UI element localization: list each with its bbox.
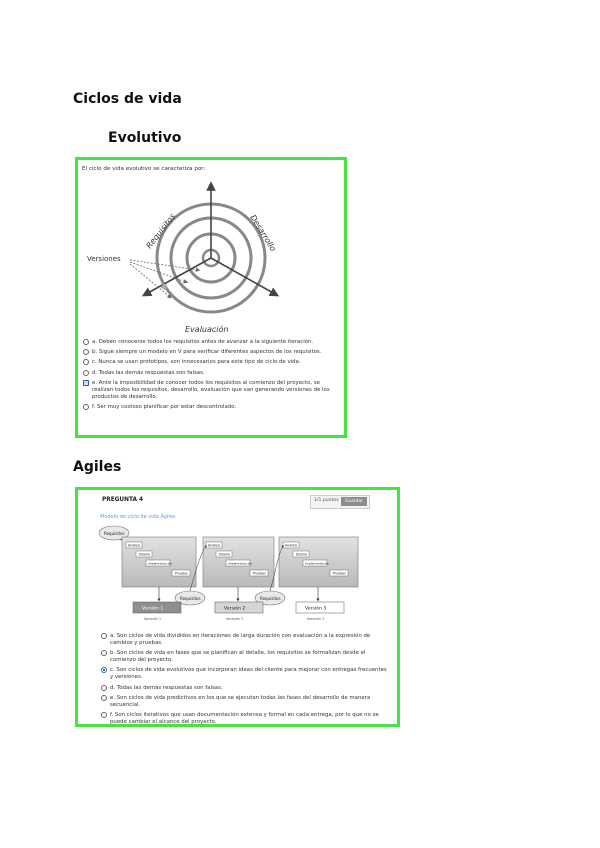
option-e[interactable]: e. Son ciclos de vida predictivos en los que se ejecutan todas las fases del desarrollo de manera secuencial. (101, 695, 391, 709)
step-analisis-1: Análisis (128, 543, 141, 548)
step-pruebas-1: Pruebas (175, 571, 188, 576)
version-2-label: Versión 2 (224, 606, 246, 612)
label-requisitos: Requisitos (144, 212, 178, 251)
option-b[interactable]: b. Sigue siempre un modelo en V para verificar diferentes aspectos de los requisitos. (83, 349, 341, 356)
radio-icon[interactable] (101, 695, 107, 701)
save-button[interactable]: Guardar (341, 497, 367, 506)
radio-selected-icon[interactable] (101, 667, 107, 673)
cloud-requisitos-label-2: Requisitos (180, 596, 201, 601)
option-d[interactable]: d. Todas las demás respuestas son falsas. (83, 370, 341, 377)
option-c[interactable]: c. Nunca se usan prototipos, son innecesarios para este tipo de ciclo de vida. (83, 359, 341, 366)
option-e[interactable]: e. Ante la imposibilidad de conocer todos los requisitos al comienzo del proyecto, se realizan todos los requisitos, desarrollo, evaluación que van generando versiones de los productos de desarrollo. (83, 380, 341, 401)
step-implementacion-3: Implementación (305, 561, 330, 566)
question-number: PREGUNTA 4 (102, 497, 144, 503)
section-heading-ciclos: Ciclos de vida (73, 91, 182, 107)
option-d[interactable]: d. Todas las demás respuestas son falsas. (101, 685, 391, 692)
step-implementacion-2: Implementación (228, 561, 253, 566)
radio-icon[interactable] (83, 370, 89, 376)
option-a[interactable]: a. Son ciclos de vida divididos en iteraciones de larga duración con evaluación a la expresión de cambios y pruebas. (101, 633, 391, 647)
step-diseno-3: Diseño (296, 552, 307, 557)
options-list (83, 339, 341, 414)
iteration-2-box (203, 537, 274, 587)
label-versiones: Versiones (87, 255, 121, 263)
version-1-label: Versión 1 (142, 606, 164, 612)
step-pruebas-3: Pruebas (333, 571, 346, 576)
iteration-3-caption: Iteración 3 (307, 617, 325, 621)
option-f[interactable]: f. Ser muy costoso planificar por estar descontrolado. (83, 404, 341, 411)
version-3-label: Versión 3 (305, 606, 327, 612)
radio-icon[interactable] (101, 633, 107, 639)
iteration-2-caption: Iteración 2 (226, 617, 244, 621)
spiral-diagram (78, 172, 344, 352)
options-list (101, 633, 391, 727)
iteration-3-box (279, 537, 358, 587)
step-analisis-2: Análisis (208, 543, 221, 548)
radio-icon[interactable] (101, 650, 107, 656)
step-diseno-1: Diseño (139, 552, 150, 557)
radio-icon[interactable] (101, 712, 107, 718)
question-header (78, 490, 397, 512)
step-pruebas-2: Pruebas (253, 571, 266, 576)
cloud-requisitos-label-3: Requisitos (260, 596, 281, 601)
agile-iterations-diagram (78, 520, 397, 632)
axis-arrows (146, 186, 278, 294)
iteration-1-box (122, 537, 196, 587)
question-prompt: El ciclo de vida evolutivo se caracteriza por: (82, 166, 206, 172)
option-c[interactable]: c. Son ciclos de vida evolutivos que incorporan ideas del cliente para mejorar con entregas frecuentes y versiones. (101, 667, 391, 681)
option-b[interactable]: b. Son ciclos de vida en fases que se planifican al detalle, los requisitos se formalizan desde el comienzo del proyecto. (101, 650, 391, 664)
points-label: 1/1 puntos (314, 498, 339, 503)
radio-icon[interactable] (101, 685, 107, 691)
step-diseno-2: Diseño (219, 552, 230, 557)
question-link[interactable]: Modelo de ciclo de vida Ágiles (100, 514, 176, 520)
iteration-1-caption: Iteración 1 (144, 617, 162, 621)
radio-icon[interactable] (83, 404, 89, 410)
label-evaluacion: Evaluación (185, 325, 229, 334)
step-analisis-3: Análisis (285, 543, 298, 548)
radio-icon[interactable] (83, 349, 89, 355)
cloud-requisitos-label: Requisitos (104, 531, 125, 536)
checked-answer-icon[interactable] (83, 380, 89, 386)
radio-icon[interactable] (83, 339, 89, 345)
section-heading-agiles: Agiles (73, 459, 122, 475)
evolutivo-question-screenshot (75, 157, 347, 438)
option-f[interactable]: f. Son ciclos iterativos que usan documentación extensa y formal en cada entrega, por lo que no se puede cambiar el alcance del proyecto. (101, 712, 391, 726)
points-box (310, 495, 370, 509)
radio-icon[interactable] (83, 359, 89, 365)
step-implementacion-1: Implementación (148, 561, 173, 566)
section-heading-evolutivo: Evolutivo (108, 130, 182, 146)
label-desarrollo: Desarrollo (248, 213, 278, 253)
agiles-question-screenshot (75, 487, 400, 727)
option-a[interactable]: a. Deben conocerse todos los requisitos antes de avanzar a la siguiente iteración. (83, 339, 341, 346)
